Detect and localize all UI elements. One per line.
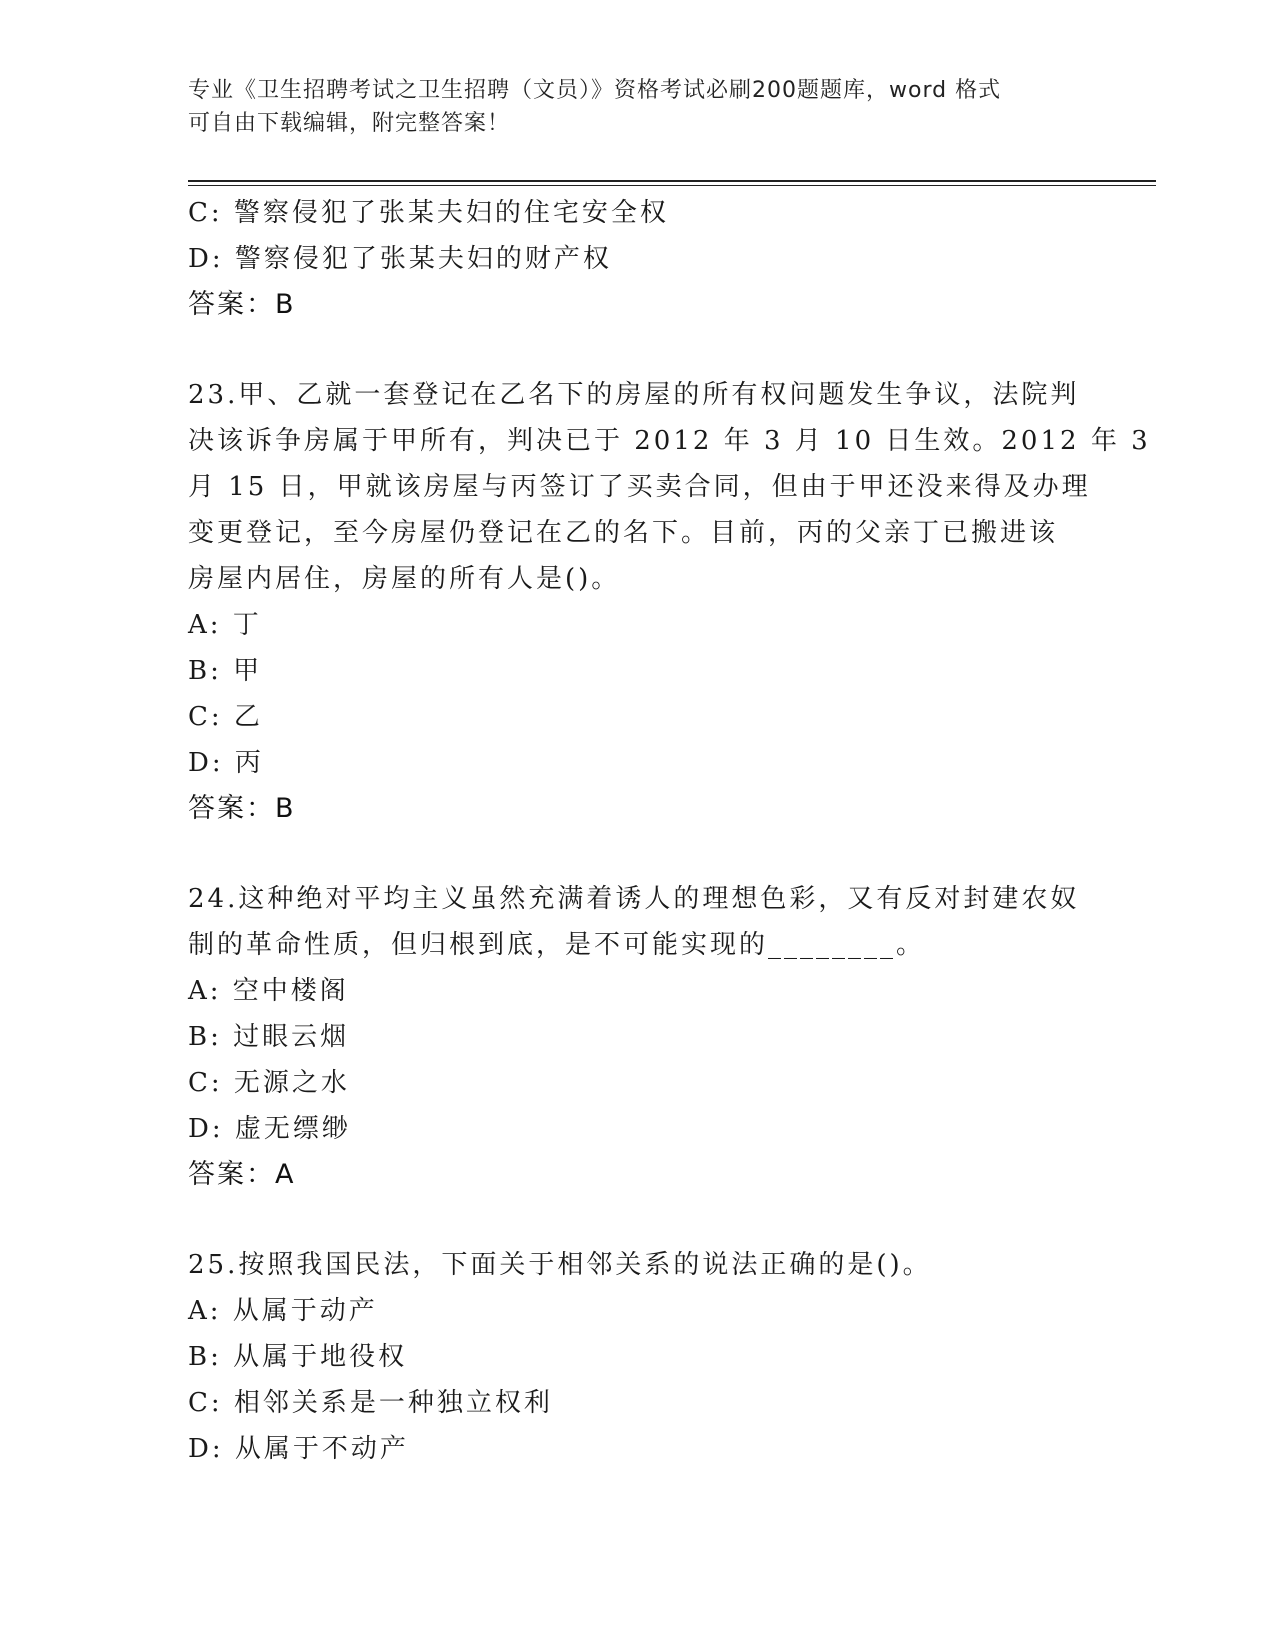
header-line-2: 可自由下载编辑，附完整答案！ (188, 111, 511, 136)
question-text-line: 月 15 日，甲就该房屋与丙签订了买卖合同，但由于甲还没来得及办理 (188, 472, 1091, 502)
answer-line: 答案：B (188, 793, 296, 824)
header-line-1: 专业《卫生招聘考试之卫生招聘（文员）》资格考试必刷200题题库，word 格式 (188, 78, 1002, 103)
option-d: D: 从属于不动产 (188, 1434, 409, 1464)
option-c: C: 无源之水 (188, 1068, 350, 1098)
option-a: A: 从属于动产 (188, 1296, 378, 1326)
header-rule-thin (188, 185, 1156, 186)
header-rule-thick (188, 180, 1156, 182)
question-text (188, 1242, 1088, 1288)
question-text-line: 制的革命性质，但归根到底，是不可能实现的________。 (188, 930, 926, 960)
question-25 (188, 1242, 1088, 1472)
question-23 (188, 372, 1151, 832)
question-text-line: 变更登记，至今房屋仍登记在乙的名下。目前，丙的父亲丁已搬进该 (188, 518, 1059, 548)
option-b: B: 过眼云烟 (188, 1022, 350, 1052)
question-text (188, 876, 1088, 968)
question-text-line: 房屋内居住，房屋的所有人是()。 (188, 564, 621, 594)
question-text-line: 决该诉争房属于甲所有，判决已于 2012 年 3 月 10 日生效。2012 年 3 (188, 426, 1151, 456)
question-text-line: 24.这种绝对平均主义虽然充满着诱人的理想色彩，又有反对封建农奴 (188, 884, 1080, 914)
option-c: C: 警察侵犯了张某夫妇的住宅安全权 (188, 198, 669, 228)
document-body (188, 190, 1151, 1472)
option-a: A: 空中楼阁 (188, 976, 349, 1006)
answer-line: 答案：B (188, 289, 296, 320)
option-d: D: 虚无缥缈 (188, 1114, 351, 1144)
question-text-line: 25.按照我国民法，下面关于相邻关系的说法正确的是()。 (188, 1250, 932, 1280)
question-22-tail (188, 190, 1088, 328)
option-c: C: 相邻关系是一种独立权利 (188, 1388, 553, 1418)
option-c: C: 乙 (188, 702, 263, 732)
option-b: B: 甲 (188, 656, 263, 686)
option-d: D: 丙 (188, 748, 264, 778)
option-a: A: 丁 (188, 610, 262, 640)
question-24 (188, 876, 1088, 1198)
answer-line: 答案：A (188, 1159, 296, 1190)
document-header (188, 74, 1068, 140)
option-b: B: 从属于地役权 (188, 1342, 408, 1372)
question-text-line: 23.甲、乙就一套登记在乙名下的房屋的所有权问题发生争议，法院判 (188, 380, 1080, 410)
question-text (188, 372, 1151, 602)
option-d: D: 警察侵犯了张某夫妇的财产权 (188, 244, 612, 274)
